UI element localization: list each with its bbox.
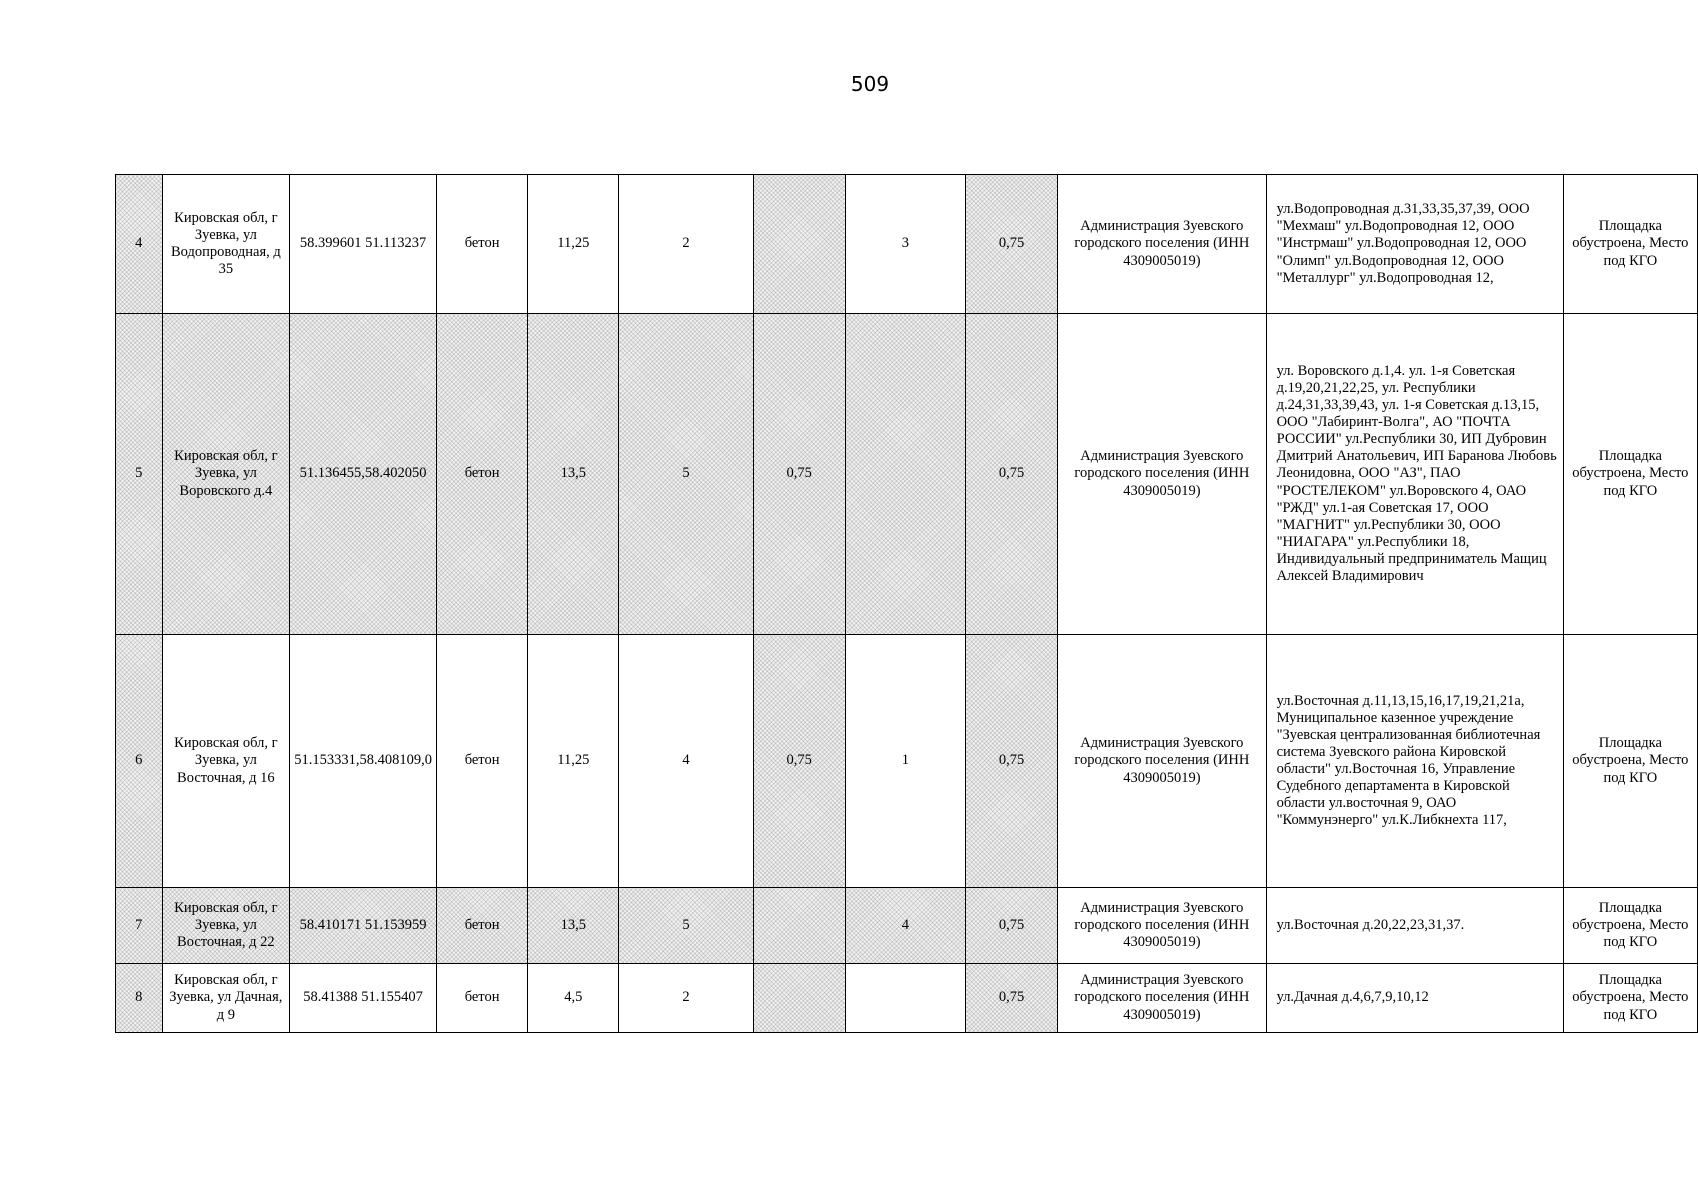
containers-cell: 2: [619, 175, 753, 314]
area-cell: 13,5: [528, 888, 619, 964]
page-number: 509: [850, 72, 890, 96]
volume-cell: 0,75: [966, 888, 1058, 964]
volume-cell: [753, 964, 845, 1033]
table-row: [116, 888, 1698, 964]
surface-cell: бетон: [436, 175, 527, 314]
row-number: 7: [116, 888, 163, 964]
sources-cell: ул.Водопроводная д.31,33,35,37,39, ООО "Мехмаш" ул.Водопроводная 12, ООО "Инстрмаш" ул.Водопроводная 12, ООО "Олимп" ул.Водопроводная 12, ООО "Металлург" ул.Водопроводная 12,: [1266, 175, 1563, 314]
status-cell: Площадка обустроена, Место под КГО: [1563, 314, 1697, 635]
volume-cell: [753, 888, 845, 964]
count-cell: 4: [845, 888, 965, 964]
row-number: 4: [116, 175, 163, 314]
volume-cell: 0,75: [753, 635, 845, 888]
sources-cell: ул. Воровского д.1,4. ул. 1-я Советская д.19,20,21,22,25, ул. Республики д.24,31,33,39,43, ул. 1-я Советская д.13,15, ООО "Лабиринт-Волга", АО "ПОЧТА РОССИИ" ул.Республики 30, ИП Дубровин Дмитрий Анатольевич, ИП Баранова Любовь Леонидовна, ООО "АЗ", ПАО "РОСТЕЛЕКОМ" ул.Воровского 4, ОАО "РЖД" ул.1-ая Советская 17, ООО "МАГНИТ" ул.Республики 30, ООО "НИАГАРА" ул.Республики 18, Индивидуальный предприниматель Мащиц Алексей Владимирович: [1266, 314, 1563, 635]
volume-cell: 0,75: [966, 964, 1058, 1033]
owner-cell: Администрация Зуевского городского поселения (ИНН 4309005019): [1058, 964, 1266, 1033]
area-cell: 13,5: [528, 314, 619, 635]
coordinates-cell: 51.153331,58.408109,0: [290, 635, 437, 888]
surface-cell: бетон: [436, 888, 527, 964]
address-cell: Кировская обл, г Зуевка, ул Восточная, д 22: [162, 888, 290, 964]
address-cell: Кировская обл, г Зуевка, ул Дачная, д 9: [162, 964, 290, 1033]
count-cell: 3: [845, 175, 965, 314]
table-row: [116, 314, 1698, 635]
owner-cell: Администрация Зуевского городского поселения (ИНН 4309005019): [1058, 888, 1266, 964]
owner-cell: Администрация Зуевского городского поселения (ИНН 4309005019): [1058, 175, 1266, 314]
address-cell: Кировская обл, г Зуевка, ул Водопроводная, д 35: [162, 175, 290, 314]
waste-site-registry-table: [115, 174, 1698, 1033]
row-number: 6: [116, 635, 163, 888]
table-row: [116, 635, 1698, 888]
status-cell: Площадка обустроена, Место под КГО: [1563, 635, 1697, 888]
row-number: 8: [116, 964, 163, 1033]
area-cell: 11,25: [528, 175, 619, 314]
sources-cell: ул.Восточная д.20,22,23,31,37.: [1266, 888, 1563, 964]
containers-cell: 5: [619, 888, 753, 964]
status-cell: Площадка обустроена, Место под КГО: [1563, 964, 1697, 1033]
surface-cell: бетон: [436, 635, 527, 888]
count-cell: [845, 964, 965, 1033]
status-cell: Площадка обустроена, Место под КГО: [1563, 175, 1697, 314]
count-cell: [845, 314, 965, 635]
volume-cell: 0,75: [966, 635, 1058, 888]
address-cell: Кировская обл, г Зуевка, ул Воровского д.4: [162, 314, 290, 635]
volume-cell: 0,75: [966, 175, 1058, 314]
volume-cell: 0,75: [966, 314, 1058, 635]
table-row: [116, 175, 1698, 314]
volume-cell: [753, 175, 845, 314]
containers-cell: 5: [619, 314, 753, 635]
containers-cell: 4: [619, 635, 753, 888]
containers-cell: 2: [619, 964, 753, 1033]
address-cell: Кировская обл, г Зуевка, ул Восточная, д 16: [162, 635, 290, 888]
volume-cell: 0,75: [753, 314, 845, 635]
coordinates-cell: 58.399601 51.113237: [290, 175, 437, 314]
surface-cell: бетон: [436, 964, 527, 1033]
status-cell: Площадка обустроена, Место под КГО: [1563, 888, 1697, 964]
area-cell: 11,25: [528, 635, 619, 888]
sources-cell: ул.Дачная д.4,6,7,9,10,12: [1266, 964, 1563, 1033]
table-row: [116, 964, 1698, 1033]
coordinates-cell: 58.410171 51.153959: [290, 888, 437, 964]
coordinates-cell: 51.136455,58.402050: [290, 314, 437, 635]
owner-cell: Администрация Зуевского городского поселения (ИНН 4309005019): [1058, 314, 1266, 635]
area-cell: 4,5: [528, 964, 619, 1033]
owner-cell: Администрация Зуевского городского поселения (ИНН 4309005019): [1058, 635, 1266, 888]
coordinates-cell: 58.41388 51.155407: [290, 964, 437, 1033]
surface-cell: бетон: [436, 314, 527, 635]
count-cell: 1: [845, 635, 965, 888]
row-number: 5: [116, 314, 163, 635]
sources-cell: ул.Восточная д.11,13,15,16,17,19,21,21а, Муниципальное казенное учреждение "Зуевская централизованная библиотечная система Зуевского района Кировской области" ул.Восточная 16, Управление Судебного департамента в Кировской области ул.восточная 9, ОАО "Коммунэнерго" ул.К.Либкнехта 117,: [1266, 635, 1563, 888]
